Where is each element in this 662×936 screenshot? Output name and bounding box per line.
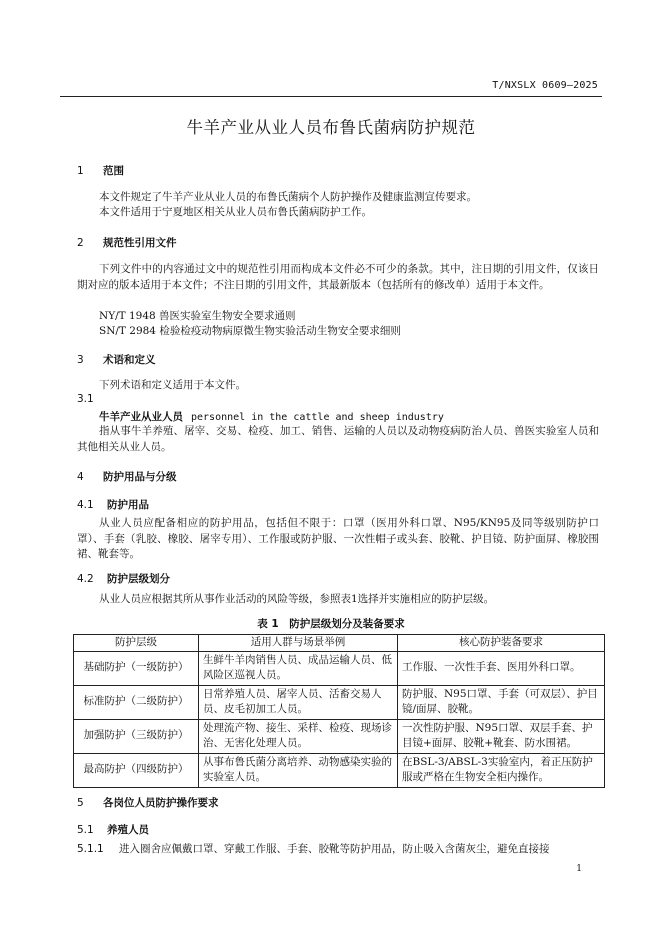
- clause-5-1-1: [77, 841, 550, 856]
- subsection-4-2-paragraph: 从业人员应根据其所从事作业活动的风险等级，参照表1选择并实施相应的防护层级。: [99, 593, 495, 605]
- section-2-heading: [77, 235, 177, 250]
- table-cell-scenario: 日常养殖人员、屠宰人员、活畜交易人员、皮毛初加工人员。: [199, 685, 398, 719]
- clause-5-1-1-number: 5.1.1: [77, 843, 104, 855]
- table-header-cell: 核心防护装备要求: [398, 635, 605, 652]
- section-1-number: 1: [77, 165, 84, 177]
- page-number: 1: [576, 864, 582, 874]
- table-cell-level: 最高防护（四级防护）: [74, 753, 199, 787]
- table-caption: 表 1 防护层级划分及装备要求: [257, 618, 405, 630]
- subsection-5-1-title: 养殖人员: [107, 824, 149, 836]
- section-4-number: 4: [77, 471, 84, 483]
- subsection-4-2-number: 4.2: [77, 573, 94, 585]
- subsection-4-2-heading: [77, 571, 170, 586]
- subsection-4-2-title: 防护层级划分: [107, 573, 170, 585]
- term-chinese: 牛羊产业从业人员: [99, 411, 183, 423]
- subsection-5-1-heading: [77, 822, 149, 837]
- table-row: [74, 753, 605, 787]
- page-title: 牛羊产业从业人员布鲁氏菌病防护规范: [186, 118, 476, 137]
- table-cell-scenario: 从事布鲁氏菌分离培养、动物感染实验的实验室人员。: [199, 753, 398, 787]
- section-5-heading: [77, 795, 219, 810]
- subsection-3-1-number: 3.1: [77, 393, 94, 405]
- table-cell-equipment: 工作服、一次性手套、医用外科口罩。: [398, 651, 605, 685]
- table-cell-level: 基础防护（一级防护）: [74, 651, 199, 685]
- section-2-number: 2: [77, 237, 84, 249]
- section-5-number: 5: [77, 797, 84, 809]
- table-row: [74, 685, 605, 719]
- term-definition: 指从事牛羊养殖、屠宰、交易、检疫、加工、销售、运输的人员以及动物疫病防治人员、兽医实验室人员和其他相关从业人员。: [77, 425, 599, 453]
- subsection-5-1-number: 5.1: [77, 824, 94, 836]
- section-3-title: 术语和定义: [103, 354, 156, 366]
- section-1-paragraph-2: 本文件适用于宁夏地区相关从业人员布鲁氏菌病防护工作。: [99, 206, 372, 218]
- table-row: [74, 719, 605, 753]
- table-cell-equipment: 防护服、N95口罩、手套（可双层）、护目镜/面屏、胶靴。: [398, 685, 605, 719]
- header-rule: [60, 96, 602, 97]
- section-3-paragraph: 下列术语和定义适用于本文件。: [99, 379, 246, 391]
- reference-1: NY/T 1948 兽医实验室生物安全要求通则: [99, 310, 296, 322]
- term-english: personnel in the cattle and sheep industry: [191, 412, 444, 423]
- table-cell-scenario: 生鲜牛羊肉销售人员、成品运输人员、低风险区巡视人员。: [199, 651, 398, 685]
- term-entry: [99, 409, 444, 424]
- subsection-4-1-number: 4.1: [77, 499, 94, 511]
- table-row: [74, 651, 605, 685]
- table-cell-level: 标准防护（二级防护）: [74, 685, 199, 719]
- protection-level-table: [73, 634, 605, 788]
- table-header-cell: 防护层级: [74, 635, 199, 652]
- clause-5-1-1-text: 进入圈舍应佩戴口罩、穿戴工作服、手套、胶靴等防护用品，防止吸入含菌灰尘，避免直接接: [119, 843, 550, 855]
- section-4-heading: [77, 469, 177, 484]
- section-3-number: 3: [77, 354, 84, 366]
- subsection-4-1-heading: [77, 497, 149, 512]
- table-cell-scenario: 处理流产物、接生、采样、检疫、现场诊治、无害化处理人员。: [199, 719, 398, 753]
- reference-2: SN/T 2984 检验检疫动物病原微生物实验活动生物安全要求细则: [99, 325, 401, 337]
- section-2-paragraph: 下列文件中的内容通过文中的规范性引用而构成本文件必不可少的条款。其中，注日期的引用文件，仅该日期对应的版本适用于本文件；不注日期的引用文件，其最新版本（包括所有的修改单）适用于本文件。: [77, 263, 599, 291]
- table-header-row: [74, 635, 605, 652]
- table-cell-equipment: 一次性防护服、N95口罩、双层手套、护目镜+面屏、胶靴+靴套、防水围裙。: [398, 719, 605, 753]
- section-4-title: 防护用品与分级: [103, 471, 177, 483]
- table-cell-equipment: 在BSL-3/ABSL-3实验室内，着正压防护服或严格在生物安全柜内操作。: [398, 753, 605, 787]
- subsection-4-1-title: 防护用品: [107, 499, 149, 511]
- section-1-paragraph-1: 本文件规定了牛羊产业从业人员的布鲁氏菌病个人防护操作及健康监测宣传要求。: [99, 191, 477, 203]
- document-code: T/NXSLX 0609—2025: [492, 80, 598, 91]
- section-1-heading: [77, 163, 124, 178]
- subsection-4-1-paragraph: 从业人员应配备相应的防护用品，包括但不限于：口罩（医用外科口罩、N95/KN95及同等级别防护口罩）、手套（乳胶、橡胶、屠宰专用）、工作服或防护服、一次性帽子或头套、胶靴、护目镜、防护面屏、橡胶围裙、靴套等。: [77, 517, 599, 560]
- table-cell-level: 加强防护（三级防护）: [74, 719, 199, 753]
- section-5-title: 各岗位人员防护操作要求: [103, 797, 219, 809]
- table-header-cell: 适用人群与场景举例: [199, 635, 398, 652]
- section-2-title: 规范性引用文件: [103, 237, 177, 249]
- section-3-heading: [77, 352, 156, 367]
- section-1-title: 范围: [103, 165, 124, 177]
